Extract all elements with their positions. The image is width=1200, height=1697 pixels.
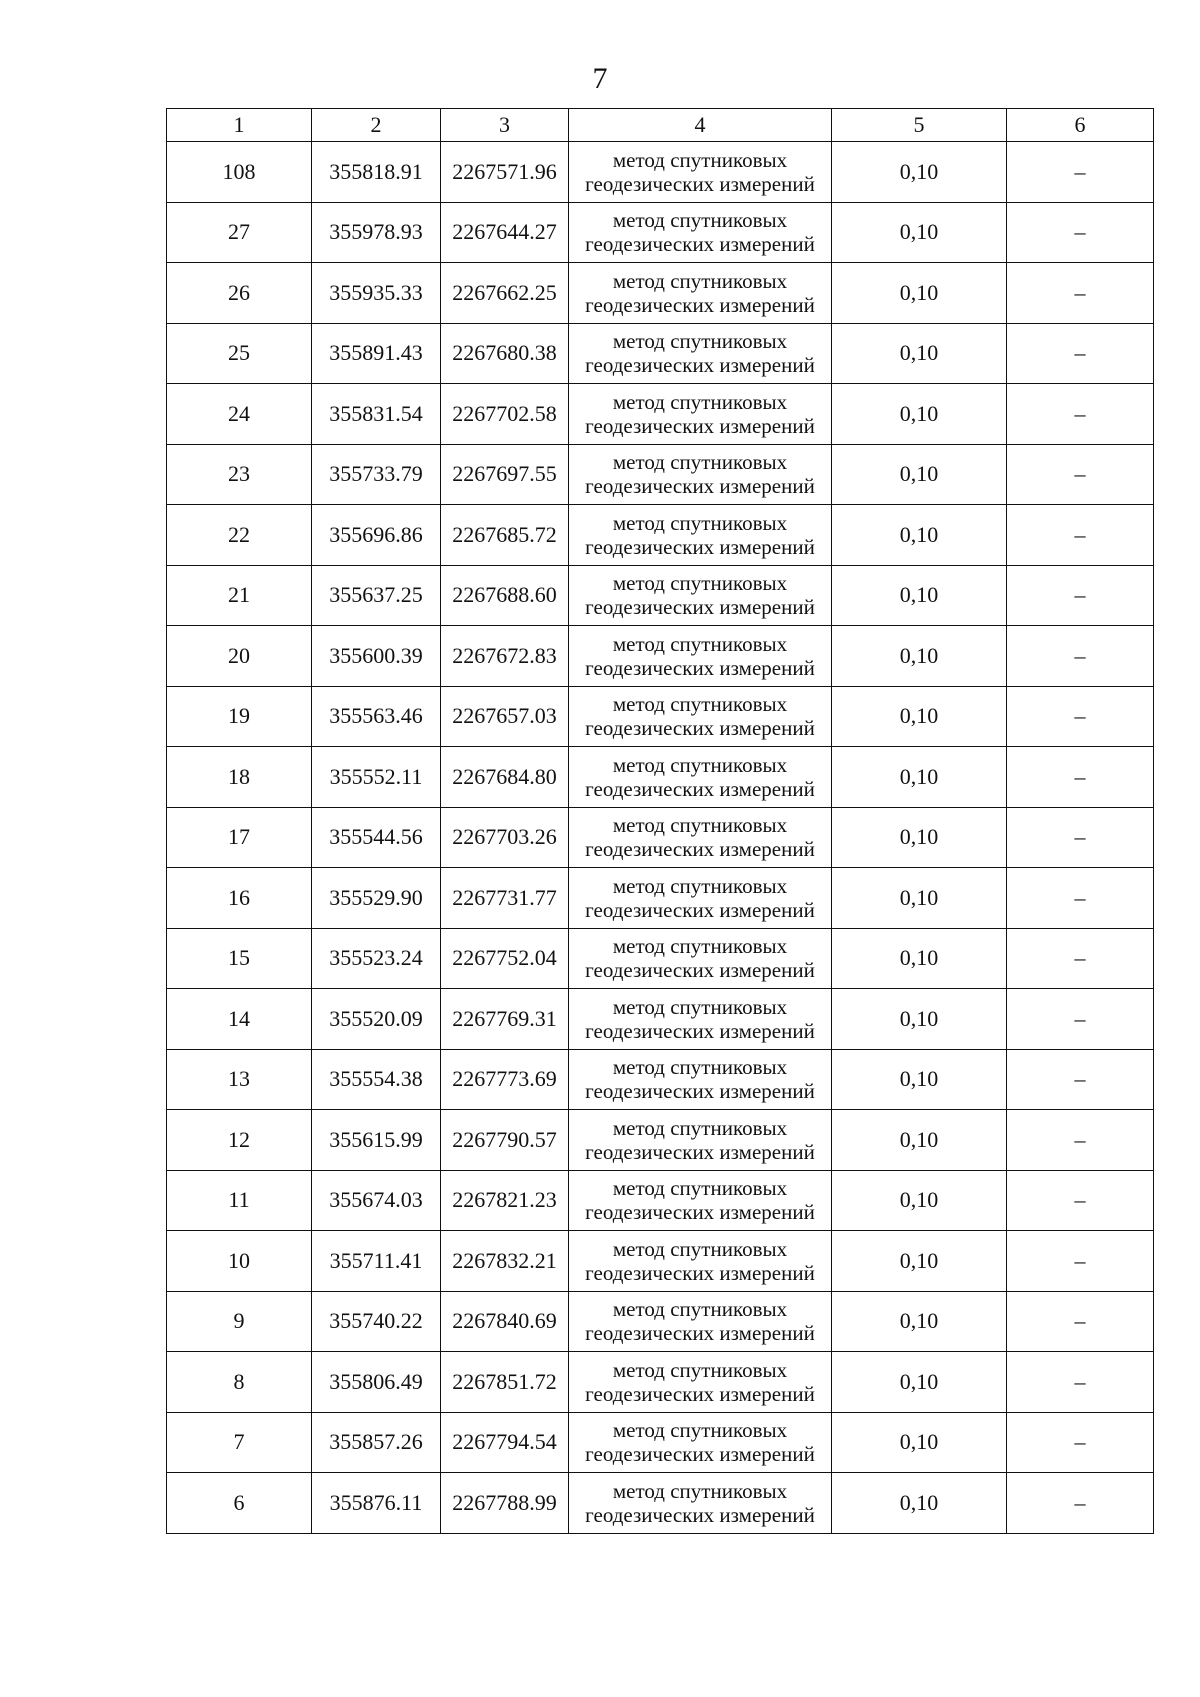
method-line-2: геодезических измерений (585, 1079, 815, 1104)
method-line-2: геодезических измерений (585, 292, 815, 317)
method-line-2: геодезических измерений (585, 534, 815, 559)
cell-point-number: 12 (167, 1110, 312, 1171)
cell-coordinate-1: 355978.93 (312, 202, 441, 263)
table-row (167, 202, 1154, 263)
header-col-2: 2 (312, 109, 441, 142)
cell-point-number: 7 (167, 1412, 312, 1473)
method-line-1: метод спутниковых (612, 268, 788, 293)
cell-coordinate-2: 2267790.57 (441, 1110, 569, 1171)
cell-coordinate-2: 2267832.21 (441, 1231, 569, 1292)
cell-coordinate-2: 2267680.38 (441, 323, 569, 384)
cell-accuracy-value: 0,10 (832, 807, 1007, 868)
cell-note: – (1007, 1473, 1154, 1534)
cell-method (569, 1049, 832, 1110)
cell-accuracy-value: 0,10 (832, 868, 1007, 929)
cell-coordinate-2: 2267684.80 (441, 747, 569, 808)
method-line-1: метод спутниковых (612, 329, 788, 354)
cell-accuracy-value: 0,10 (832, 686, 1007, 747)
cell-point-number: 16 (167, 868, 312, 929)
method-line-2: геодезических измерений (585, 897, 815, 922)
cell-coordinate-1: 355554.38 (312, 1049, 441, 1110)
header-col-3: 3 (441, 109, 569, 142)
cell-coordinate-1: 355552.11 (312, 747, 441, 808)
method-line-1: метод спутниковых (612, 450, 788, 475)
cell-note: – (1007, 928, 1154, 989)
cell-coordinate-2: 2267788.99 (441, 1473, 569, 1534)
cell-method (569, 202, 832, 263)
table-row (167, 505, 1154, 566)
cell-coordinate-2: 2267851.72 (441, 1352, 569, 1413)
table-row (167, 626, 1154, 687)
cell-coordinate-1: 355711.41 (312, 1231, 441, 1292)
cell-point-number: 14 (167, 989, 312, 1050)
table-row (167, 565, 1154, 626)
cell-point-number: 27 (167, 202, 312, 263)
cell-accuracy-value: 0,10 (832, 384, 1007, 445)
cell-coordinate-2: 2267769.31 (441, 989, 569, 1050)
cell-method (569, 1412, 832, 1473)
method-line-1: метод спутниковых (612, 692, 788, 717)
cell-method (569, 142, 832, 203)
method-line-2: геодезических измерений (585, 1200, 815, 1225)
cell-point-number: 23 (167, 444, 312, 505)
cell-method (569, 747, 832, 808)
cell-method (569, 1110, 832, 1171)
cell-coordinate-1: 355674.03 (312, 1170, 441, 1231)
cell-method (569, 444, 832, 505)
table-body (167, 142, 1154, 1534)
cell-coordinate-1: 355529.90 (312, 868, 441, 929)
cell-method (569, 384, 832, 445)
cell-coordinate-1: 355600.39 (312, 626, 441, 687)
cell-note: – (1007, 1049, 1154, 1110)
cell-method (569, 868, 832, 929)
cell-method (569, 1170, 832, 1231)
cell-accuracy-value: 0,10 (832, 989, 1007, 1050)
cell-coordinate-2: 2267688.60 (441, 565, 569, 626)
table-row (167, 989, 1154, 1050)
cell-point-number: 108 (167, 142, 312, 203)
method-line-1: метод спутниковых (612, 147, 788, 172)
cell-method (569, 565, 832, 626)
method-line-1: метод спутниковых (612, 752, 788, 777)
header-col-1: 1 (167, 109, 312, 142)
cell-coordinate-2: 2267644.27 (441, 202, 569, 263)
cell-note: – (1007, 807, 1154, 868)
method-line-1: метод спутниковых (612, 1478, 788, 1503)
cell-accuracy-value: 0,10 (832, 626, 1007, 687)
header-row (167, 109, 1154, 142)
cell-accuracy-value: 0,10 (832, 1231, 1007, 1292)
cell-note: – (1007, 686, 1154, 747)
cell-accuracy-value: 0,10 (832, 1291, 1007, 1352)
method-line-1: метод спутниковых (612, 1176, 788, 1201)
table-row (167, 1170, 1154, 1231)
method-line-1: метод спутниковых (612, 1055, 788, 1080)
header-col-5: 5 (832, 109, 1007, 142)
cell-accuracy-value: 0,10 (832, 565, 1007, 626)
cell-accuracy-value: 0,10 (832, 202, 1007, 263)
cell-coordinate-1: 355696.86 (312, 505, 441, 566)
cell-coordinate-1: 355740.22 (312, 1291, 441, 1352)
cell-coordinate-2: 2267703.26 (441, 807, 569, 868)
cell-accuracy-value: 0,10 (832, 1473, 1007, 1534)
cell-coordinate-2: 2267794.54 (441, 1412, 569, 1473)
cell-note: – (1007, 1352, 1154, 1413)
method-line-2: геодезических измерений (585, 1260, 815, 1285)
cell-method (569, 928, 832, 989)
cell-accuracy-value: 0,10 (832, 1170, 1007, 1231)
cell-point-number: 24 (167, 384, 312, 445)
cell-point-number: 17 (167, 807, 312, 868)
method-line-2: геодезических измерений (585, 776, 815, 801)
method-line-2: геодезических измерений (585, 353, 815, 378)
cell-method (569, 626, 832, 687)
cell-coordinate-2: 2267821.23 (441, 1170, 569, 1231)
cell-point-number: 21 (167, 565, 312, 626)
cell-coordinate-2: 2267731.77 (441, 868, 569, 929)
cell-point-number: 25 (167, 323, 312, 384)
cell-point-number: 15 (167, 928, 312, 989)
cell-method (569, 989, 832, 1050)
cell-accuracy-value: 0,10 (832, 142, 1007, 203)
cell-coordinate-2: 2267685.72 (441, 505, 569, 566)
cell-note: – (1007, 565, 1154, 626)
cell-note: – (1007, 868, 1154, 929)
cell-point-number: 18 (167, 747, 312, 808)
coordinates-table (166, 108, 1154, 1534)
method-line-2: геодезических измерений (585, 1018, 815, 1043)
method-line-1: метод спутниковых (612, 994, 788, 1019)
method-line-1: метод спутниковых (612, 1236, 788, 1261)
method-line-2: геодезических измерений (585, 595, 815, 620)
cell-note: – (1007, 1412, 1154, 1473)
table-row (167, 928, 1154, 989)
cell-coordinate-2: 2267752.04 (441, 928, 569, 989)
cell-note: – (1007, 505, 1154, 566)
cell-coordinate-1: 355544.56 (312, 807, 441, 868)
method-line-1: метод спутниковых (612, 813, 788, 838)
cell-note: – (1007, 142, 1154, 203)
method-line-2: геодезических измерений (585, 655, 815, 680)
header-col-4: 4 (569, 109, 832, 142)
table-row (167, 686, 1154, 747)
method-line-2: геодезических измерений (585, 474, 815, 499)
method-line-2: геодезических измерений (585, 1502, 815, 1527)
cell-note: – (1007, 989, 1154, 1050)
cell-note: – (1007, 1110, 1154, 1171)
method-line-1: метод спутниковых (612, 389, 788, 414)
method-line-2: геодезических измерений (585, 1321, 815, 1346)
cell-accuracy-value: 0,10 (832, 1352, 1007, 1413)
cell-coordinate-1: 355876.11 (312, 1473, 441, 1534)
cell-note: – (1007, 1170, 1154, 1231)
table-header (167, 109, 1154, 142)
method-line-2: геодезических измерений (585, 958, 815, 983)
cell-point-number: 8 (167, 1352, 312, 1413)
cell-method (569, 807, 832, 868)
cell-coordinate-1: 355563.46 (312, 686, 441, 747)
method-line-1: метод спутниковых (612, 1418, 788, 1443)
cell-note: – (1007, 1231, 1154, 1292)
cell-point-number: 13 (167, 1049, 312, 1110)
cell-note: – (1007, 323, 1154, 384)
cell-coordinate-2: 2267571.96 (441, 142, 569, 203)
method-line-1: метод спутниковых (612, 1357, 788, 1382)
cell-note: – (1007, 384, 1154, 445)
table-row (167, 868, 1154, 929)
page-number: 7 (592, 62, 608, 95)
cell-coordinate-2: 2267662.25 (441, 263, 569, 324)
cell-coordinate-1: 355637.25 (312, 565, 441, 626)
cell-method (569, 263, 832, 324)
cell-accuracy-value: 0,10 (832, 747, 1007, 808)
method-line-1: метод спутниковых (612, 208, 788, 233)
cell-accuracy-value: 0,10 (832, 1110, 1007, 1171)
cell-coordinate-1: 355831.54 (312, 384, 441, 445)
cell-coordinate-2: 2267773.69 (441, 1049, 569, 1110)
cell-note: – (1007, 1291, 1154, 1352)
cell-method (569, 1352, 832, 1413)
table-row (167, 1291, 1154, 1352)
table-row (167, 1110, 1154, 1171)
method-line-2: геодезических измерений (585, 716, 815, 741)
cell-coordinate-1: 355857.26 (312, 1412, 441, 1473)
method-line-2: геодезических измерений (585, 232, 815, 257)
cell-coordinate-2: 2267697.55 (441, 444, 569, 505)
cell-note: – (1007, 626, 1154, 687)
cell-point-number: 26 (167, 263, 312, 324)
cell-coordinate-1: 355935.33 (312, 263, 441, 324)
method-line-2: геодезических измерений (585, 1381, 815, 1406)
cell-point-number: 10 (167, 1231, 312, 1292)
table-row (167, 1412, 1154, 1473)
cell-coordinate-2: 2267672.83 (441, 626, 569, 687)
cell-method (569, 1231, 832, 1292)
table-row (167, 1231, 1154, 1292)
cell-coordinate-1: 355806.49 (312, 1352, 441, 1413)
cell-coordinate-1: 355523.24 (312, 928, 441, 989)
table-row (167, 444, 1154, 505)
cell-method (569, 505, 832, 566)
table-row (167, 807, 1154, 868)
table-row (167, 323, 1154, 384)
cell-method (569, 686, 832, 747)
method-line-2: геодезических измерений (585, 413, 815, 438)
table-row (167, 263, 1154, 324)
method-line-1: метод спутниковых (612, 873, 788, 898)
method-line-2: геодезических измерений (585, 837, 815, 862)
cell-coordinate-1: 355520.09 (312, 989, 441, 1050)
method-line-2: геодезических измерений (585, 171, 815, 196)
cell-point-number: 22 (167, 505, 312, 566)
header-col-6: 6 (1007, 109, 1154, 142)
method-line-1: метод спутниковых (612, 1297, 788, 1322)
cell-method (569, 1473, 832, 1534)
method-line-1: метод спутниковых (612, 1115, 788, 1140)
cell-coordinate-1: 355733.79 (312, 444, 441, 505)
cell-method (569, 323, 832, 384)
cell-accuracy-value: 0,10 (832, 263, 1007, 324)
cell-accuracy-value: 0,10 (832, 928, 1007, 989)
table-row (167, 747, 1154, 808)
table-row (167, 1049, 1154, 1110)
cell-note: – (1007, 263, 1154, 324)
method-line-2: геодезических измерений (585, 1139, 815, 1164)
table-row (167, 1352, 1154, 1413)
cell-accuracy-value: 0,10 (832, 444, 1007, 505)
table-row (167, 142, 1154, 203)
cell-accuracy-value: 0,10 (832, 1049, 1007, 1110)
cell-point-number: 6 (167, 1473, 312, 1534)
cell-point-number: 20 (167, 626, 312, 687)
cell-accuracy-value: 0,10 (832, 323, 1007, 384)
table-row (167, 384, 1154, 445)
cell-coordinate-1: 355891.43 (312, 323, 441, 384)
method-line-1: метод спутниковых (612, 571, 788, 596)
cell-point-number: 9 (167, 1291, 312, 1352)
method-line-1: метод спутниковых (612, 631, 788, 656)
cell-point-number: 19 (167, 686, 312, 747)
cell-coordinate-2: 2267657.03 (441, 686, 569, 747)
method-line-2: геодезических измерений (585, 1442, 815, 1467)
method-line-1: метод спутниковых (612, 934, 788, 959)
cell-note: – (1007, 202, 1154, 263)
cell-coordinate-1: 355615.99 (312, 1110, 441, 1171)
table-row (167, 1473, 1154, 1534)
cell-method (569, 1291, 832, 1352)
cell-point-number: 11 (167, 1170, 312, 1231)
cell-note: – (1007, 747, 1154, 808)
cell-coordinate-2: 2267702.58 (441, 384, 569, 445)
cell-accuracy-value: 0,10 (832, 1412, 1007, 1473)
cell-coordinate-1: 355818.91 (312, 142, 441, 203)
method-line-1: метод спутниковых (612, 510, 788, 535)
cell-note: – (1007, 444, 1154, 505)
cell-coordinate-2: 2267840.69 (441, 1291, 569, 1352)
cell-accuracy-value: 0,10 (832, 505, 1007, 566)
